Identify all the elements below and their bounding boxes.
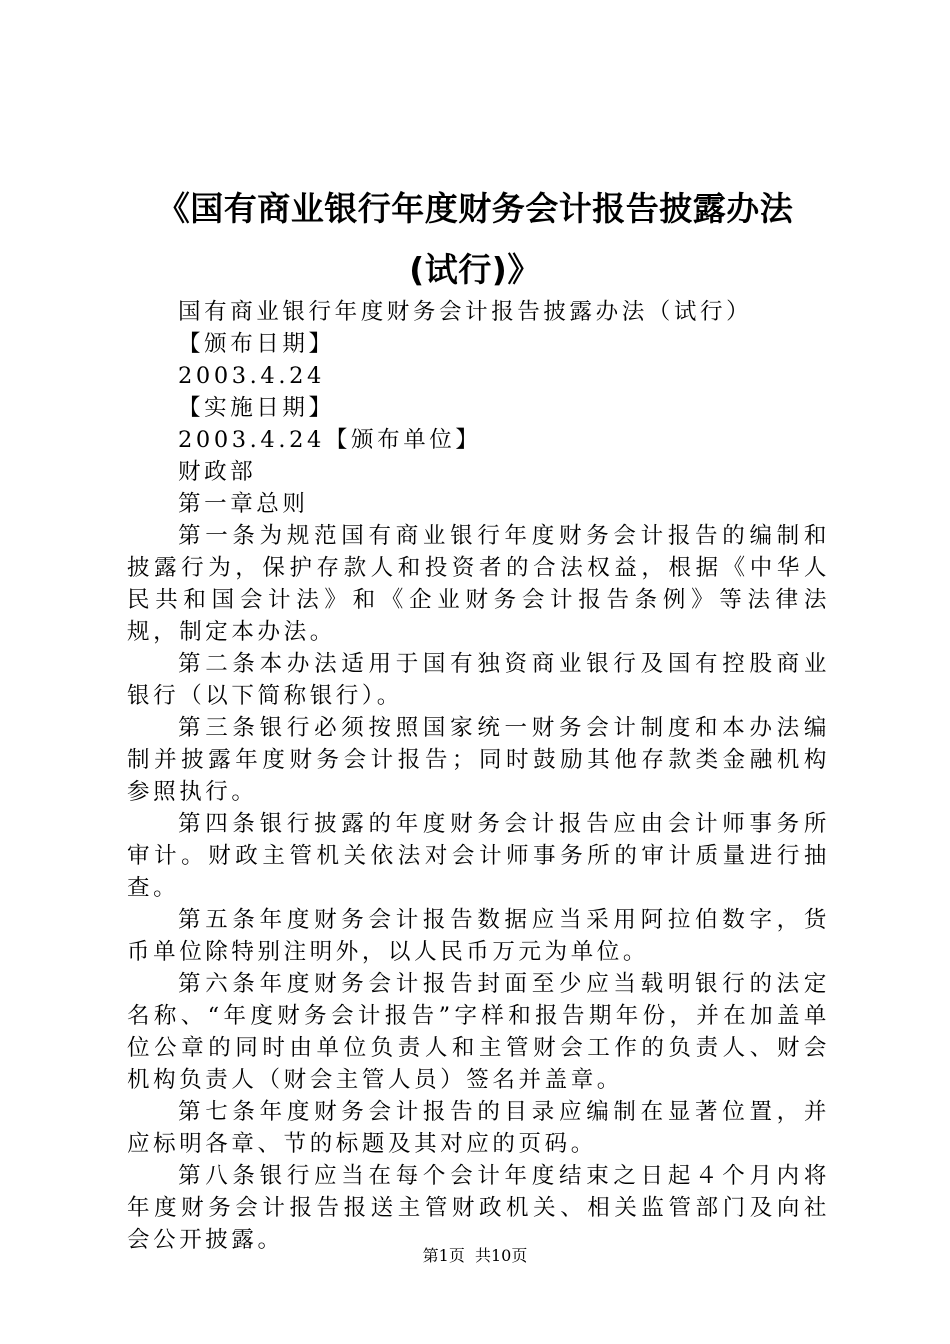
paragraph-effective-date-label: 【实施日期】	[178, 395, 335, 421]
paragraph-article-4: 第四条银行披露的年度财务会计报告应由会计师事务所审计。财政主管机关依法对会计师事务所的审计质量进行抽查。	[127, 811, 830, 901]
paragraph-article-8: 第八条银行应当在每个会计年度结束之日起４个月内将年度财务会计报告报送主管财政机关、相关监管部门及向社会公开披露。	[127, 1163, 830, 1253]
paragraph-issue-date-label: 【颁布日期】	[178, 331, 335, 357]
paragraph-article-5: 第五条年度财务会计报告数据应当采用阿拉伯数字，货币单位除特别注明外，以人民币万元为单位。	[127, 907, 830, 965]
paragraph-issue-date: 2003.4.24	[178, 363, 325, 389]
paragraph-effective-date: 2003.4.24【颁布单位】	[178, 427, 482, 453]
paragraph-issuer: 财政部	[178, 459, 257, 485]
paragraph-article-1: 第一条为规范国有商业银行年度财务会计报告的编制和披露行为，保护存款人和投资者的合法权益，根据《中华人民共和国会计法》和《企业财务会计报告条例》等法律法规，制定本办法。	[127, 523, 830, 645]
paragraph-article-3: 第三条银行必须按照国家统一财务会计制度和本办法编制并披露年度财务会计报告；同时鼓励其他存款类金融机构参照执行。	[127, 715, 830, 805]
document-title-line-2: (试行)》	[409, 250, 541, 289]
paragraph-article-6: 第六条年度财务会计报告封面至少应当载明银行的法定名称、“年度财务会计报告”字样和报告期年份，并在加盖单位公章的同时由单位负责人和主管财会工作的负责人、财会机构负责人（财会主管人员）签名并盖章。	[127, 971, 830, 1093]
paragraph-article-7: 第七条年度财务会计报告的目录应编制在显著位置，并应标明各章、节的标题及其对应的页码。	[127, 1099, 830, 1157]
page-footer: 第1页 共10页	[422, 1246, 528, 1265]
paragraph-article-2: 第二条本办法适用于国有独资商业银行及国有控股商业银行（以下简称银行）。	[127, 651, 830, 709]
document-body	[127, 296, 830, 1256]
paragraph-chapter-1: 第一章总则	[178, 491, 309, 517]
paragraph-heading: 国有商业银行年度财务会计报告披露办法（试行）	[178, 299, 753, 325]
document-title-line-1: 《国有商业银行年度财务会计报告披露办法	[156, 189, 794, 228]
